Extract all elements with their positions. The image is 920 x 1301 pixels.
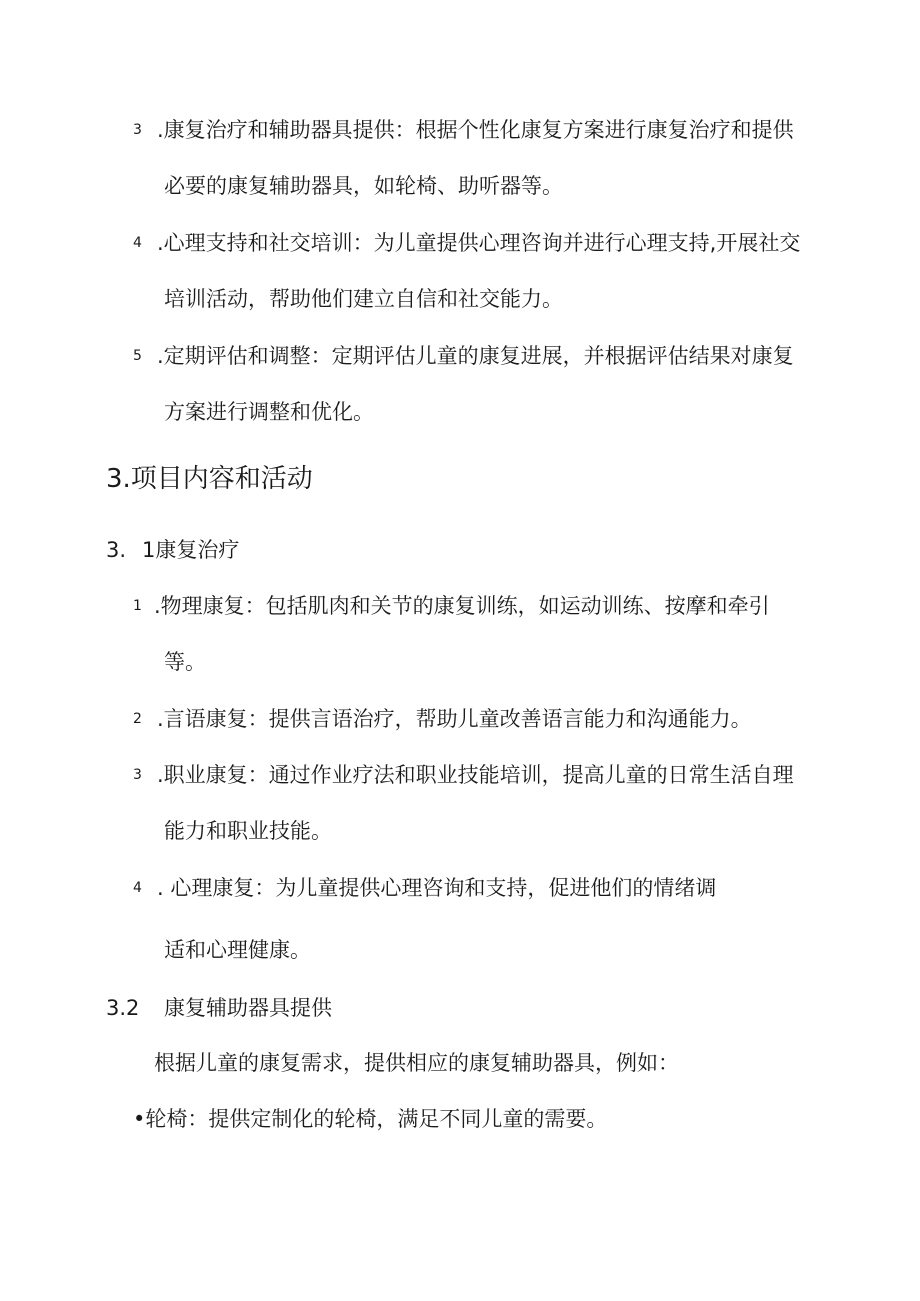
- list-item-text: .定期评估和调整：定期评估儿童的康复进展，并根据评估结果对康复: [157, 344, 794, 368]
- list-item-number: 4: [133, 880, 142, 896]
- bullet-item: •轮椅：提供定制化的轮椅，满足不同儿童的需要。: [133, 1107, 608, 1131]
- list-item-text: .康复治疗和辅助器具提供：根据个性化康复方案进行康复治疗和提供: [157, 118, 794, 142]
- paragraph: 根据儿童的康复需求，提供相应的康复辅助器具，例如：: [154, 1051, 679, 1075]
- list-item-text: .物理康复：包括肌肉和关节的康复训练，如运动训练、按摩和牵引: [154, 594, 770, 618]
- subsection-title: 1康复治疗: [142, 538, 240, 562]
- list-item-text: .心理支持和社交培训：为儿童提供心理咨询并进行心理支持,开展社交: [157, 231, 801, 255]
- subsection-number: 3.: [106, 538, 127, 562]
- list-item-text: . 心理康复：为儿童提供心理咨询和支持，促进他们的情绪调: [157, 876, 717, 900]
- list-item-text-continued: 能力和职业技能。: [164, 819, 332, 843]
- list-item-text-continued: 适和心理健康。: [164, 938, 311, 962]
- subsection-title: 康复辅助器具提供: [164, 996, 332, 1020]
- list-item-text-continued: 培训活动，帮助他们建立自信和社交能力。: [164, 287, 563, 311]
- list-item-text-continued: 等。: [164, 650, 206, 674]
- section-heading-3: 3.项目内容和活动: [106, 464, 313, 494]
- list-item-number: 1: [133, 598, 142, 614]
- subsection-number: 3.2: [106, 996, 140, 1020]
- list-item-text: .言语康复：提供言语治疗，帮助儿童改善语言能力和沟通能力。: [157, 707, 752, 731]
- subsection-heading-3-1: [106, 536, 239, 564]
- list-item-text: .职业康复：通过作业疗法和职业技能培训，提高儿童的日常生活自理: [157, 763, 794, 787]
- list-item-text-continued: 方案进行调整和优化。: [164, 400, 374, 424]
- list-item-number: 5: [133, 348, 142, 364]
- list-item-number: 3: [133, 767, 142, 783]
- list-item-number: 4: [133, 235, 142, 251]
- subsection-heading-3-2: [106, 994, 332, 1022]
- list-item-text-continued: 必要的康复辅助器具，如轮椅、助听器等。: [164, 174, 563, 198]
- list-item-number: 3: [133, 122, 142, 138]
- list-item-number: 2: [133, 711, 142, 727]
